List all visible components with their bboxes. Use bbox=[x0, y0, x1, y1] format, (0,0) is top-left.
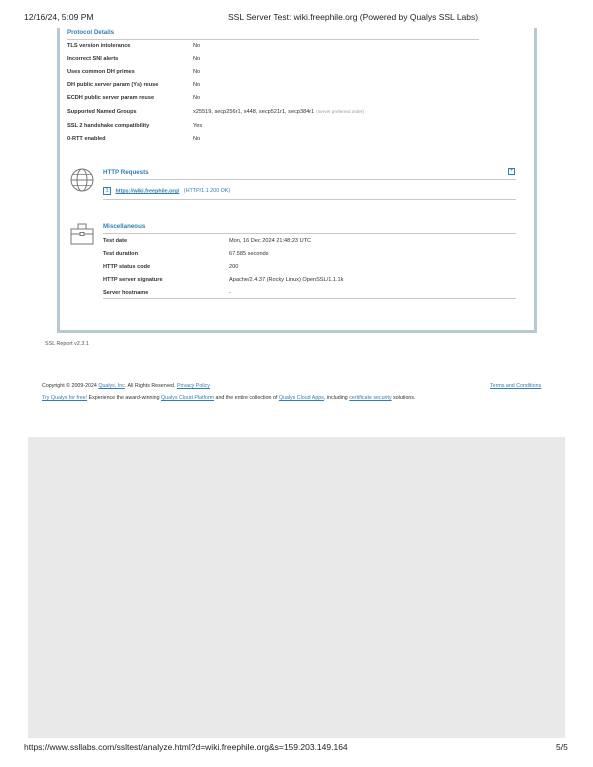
try-qualys-link[interactable]: Try Qualys for free! bbox=[42, 395, 88, 401]
protocol-row-value-text: No bbox=[193, 136, 201, 142]
expand-plus-icon[interactable]: + bbox=[509, 168, 514, 174]
protocol-details-title: Protocol Details bbox=[67, 29, 115, 36]
terms-link[interactable]: Terms and Conditions bbox=[490, 383, 542, 389]
protocol-row-value bbox=[193, 109, 364, 115]
certificate-security-link[interactable]: certificate security bbox=[349, 395, 392, 401]
protocol-row bbox=[67, 95, 487, 108]
protocol-row-value bbox=[193, 136, 200, 142]
protocol-details-rule bbox=[67, 39, 479, 40]
protocol-row bbox=[67, 82, 487, 95]
protocol-row-value-text: No bbox=[193, 56, 201, 62]
promo-text-2: and the entire collection of bbox=[214, 395, 279, 401]
promo-line bbox=[42, 395, 415, 401]
print-url: https://www.ssllabs.com/ssltest/analyze.html?d=wiki.freephile.org&s=159.203.149.164 bbox=[24, 742, 348, 752]
qualys-inc-link[interactable]: Qualys, Inc bbox=[98, 383, 125, 389]
report-version: SSL Report v2.3.1 bbox=[45, 341, 89, 347]
protocol-row-value-text: No bbox=[193, 69, 201, 75]
request-url-link[interactable]: https://wiki.freephile.org/ bbox=[115, 188, 180, 195]
rights-text: . All Rights Reserved. bbox=[124, 383, 176, 389]
misc-row-key: Server hostname bbox=[103, 290, 149, 296]
promo-text-4: solutions. bbox=[391, 395, 416, 401]
copyright-line bbox=[42, 383, 210, 389]
protocol-row-value bbox=[193, 43, 200, 49]
toolbox-icon bbox=[69, 221, 95, 247]
print-header bbox=[0, 0, 593, 28]
protocol-row-value bbox=[193, 69, 200, 75]
cloud-platform-link[interactable]: Qualys Cloud Platform bbox=[161, 395, 215, 401]
misc-row bbox=[103, 238, 523, 251]
protocol-row-key: 0-RTT enabled bbox=[67, 136, 106, 142]
misc-row bbox=[103, 277, 523, 290]
protocol-row bbox=[67, 136, 487, 149]
misc-row-key: Test date bbox=[103, 238, 128, 244]
protocol-row-value bbox=[193, 82, 200, 88]
protocol-row-key: Uses common DH primes bbox=[67, 69, 135, 75]
promo-text-3: , including bbox=[323, 395, 350, 401]
miscellaneous-title: Miscellaneous bbox=[103, 223, 146, 230]
protocol-row-key: Supported Named Groups bbox=[67, 109, 137, 115]
print-page-number: 5/5 bbox=[556, 742, 568, 752]
protocol-row-key: ECDH public server param reuse bbox=[67, 95, 155, 101]
misc-row-key: Test duration bbox=[103, 251, 139, 257]
protocol-row-value-text: x25519, secp256r1, x448, secp521r1, secp384r1 bbox=[193, 109, 315, 115]
misc-row-value: 200 bbox=[229, 264, 239, 270]
protocol-row-key: SSL 2 handshake compatibility bbox=[67, 123, 150, 129]
protocol-row-value bbox=[193, 95, 200, 101]
misc-row-key: HTTP server signature bbox=[103, 277, 163, 283]
miscellaneous-rule bbox=[103, 233, 516, 234]
protocol-row-note: (server preferred order) bbox=[316, 109, 365, 114]
request-status: (HTTP/1.1 200 OK) bbox=[183, 188, 231, 195]
http-request-row bbox=[103, 187, 230, 195]
protocol-row-value bbox=[193, 56, 200, 62]
protocol-row-value bbox=[193, 123, 202, 129]
protocol-row bbox=[67, 69, 487, 82]
print-title: SSL Server Test: wiki.freephile.org (Powered by Qualys SSL Labs) bbox=[228, 12, 479, 22]
misc-row bbox=[103, 251, 523, 264]
protocol-row-value-text: No bbox=[193, 43, 201, 49]
privacy-policy-link[interactable]: Privacy Policy bbox=[176, 383, 210, 389]
protocol-row-value-text: No bbox=[193, 82, 201, 88]
http-requests-title: HTTP Requests bbox=[103, 169, 149, 176]
protocol-row-key: TLS version intolerance bbox=[67, 43, 131, 49]
print-datetime: 12/16/24, 5:09 PM bbox=[24, 12, 94, 22]
protocol-row-key: Incorrect SNI alerts bbox=[67, 56, 119, 62]
http-requests-rule-bottom bbox=[103, 199, 516, 200]
misc-row bbox=[103, 290, 523, 303]
misc-row-value: Mon, 16 Dec 2024 21:48:23 UTC bbox=[229, 238, 312, 244]
protocol-row-value-text: No bbox=[193, 95, 201, 101]
misc-row-value: Apache/2.4.37 (Rocky Linux) OpenSSL/1.1.1k bbox=[229, 277, 344, 283]
copyright-text: Copyright © 2009-2024 bbox=[42, 383, 97, 389]
promo-text-1: Experience the award-winning bbox=[87, 395, 162, 401]
cloud-apps-link[interactable]: Qualys Cloud Apps bbox=[278, 395, 324, 401]
http-requests-rule-top bbox=[103, 179, 516, 180]
protocol-row bbox=[67, 56, 487, 69]
globe-icon bbox=[69, 167, 95, 193]
misc-row-key: HTTP status code bbox=[103, 264, 151, 270]
misc-row bbox=[103, 264, 523, 277]
protocol-row-key: DH public server param (Ys) reuse bbox=[67, 82, 159, 88]
misc-row-value: 67.585 seconds bbox=[229, 251, 269, 257]
protocol-row bbox=[67, 43, 487, 56]
request-index-badge: 1 bbox=[103, 187, 111, 195]
miscellaneous-rule-bottom bbox=[103, 298, 516, 299]
protocol-row-value-text: Yes bbox=[193, 123, 203, 129]
protocol-row bbox=[67, 109, 487, 122]
protocol-row bbox=[67, 123, 487, 136]
misc-row-value: - bbox=[229, 290, 231, 296]
print-footer bbox=[0, 738, 593, 767]
